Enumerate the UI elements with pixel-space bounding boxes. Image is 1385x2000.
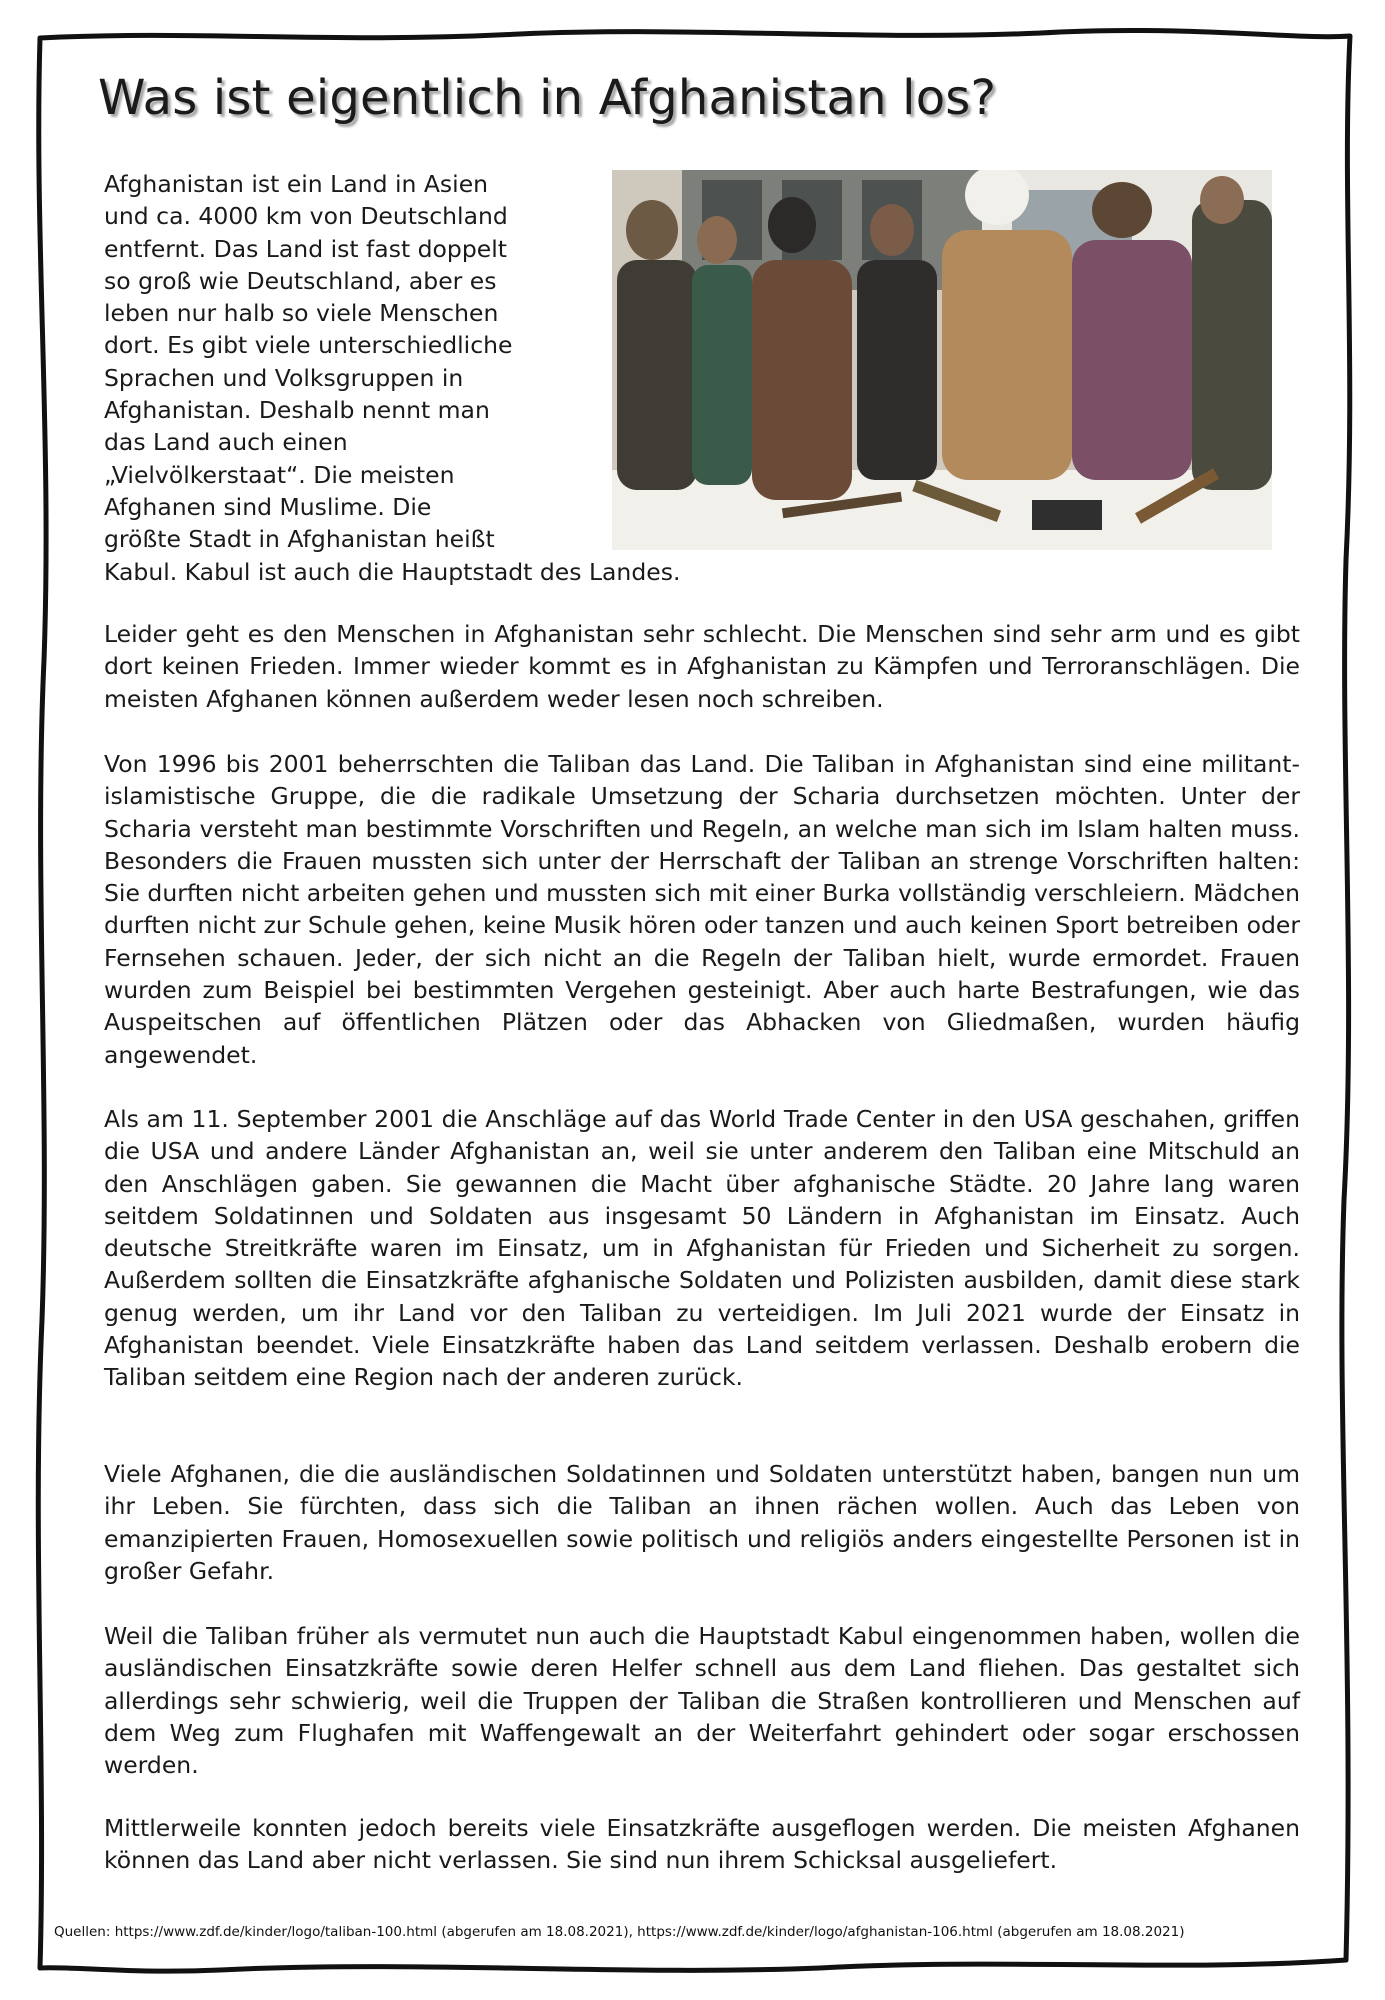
intro-line: Kabul. Kabul ist auch die Hauptstadt des Landes. xyxy=(104,557,681,586)
paragraph-outlook: Mittlerweile konnten jedoch bereits viele Einsatzkräfte ausgeflogen werden. Die meisten Afghanen können das Land aber nicht verlassen. Sie sind nun ihrem Schicksal ausgeliefert. xyxy=(104,1814,1300,1875)
intro-line: Afghanistan. Deshalb nennt man xyxy=(104,396,490,425)
intro-paragraph xyxy=(104,168,754,588)
intro-line: größte Stadt in Afghanistan heißt xyxy=(104,525,495,554)
paragraph-september-2001: Als am 11. September 2001 die Anschläge auf das World Trade Center in den USA geschahen, griffen die USA und andere Länder Afghanistan an, weil sie unter anderem den Taliban eine Mitschuld an den Anschlägen gaben. Sie gewannen die Macht über afghanische Städte. 20 Jahre lang waren seitdem Soldatinnen und Soldaten aus insgesamt 50 Ländern in Afghanistan im Einsatz. Auch deutsche Streitkräfte waren im Einsatz, um in Afghanistan für Frieden und Sicherheit zu sorgen. Außerdem sollten die Einsatzkräfte afghanische Soldaten und Polizisten ausbilden, damit diese stark genug werden, um ihr Land vor den Taliban zu verteidigen. Im Juli 2021 wurde der Einsatz in Afghanistan beendet. Viele Einsatzkräfte haben das Land seitdem verlassen. Deshalb erobern die Taliban seitdem eine Region nach der anderen zurück. xyxy=(104,1105,1300,1392)
intro-line: und ca. 4000 km von Deutschland xyxy=(104,202,508,231)
page-title: Was ist eigentlich in Afghanistan los? xyxy=(98,70,997,126)
intro-line: leben nur halb so viele Menschen xyxy=(104,299,499,328)
paragraph-taliban-rule: Von 1996 bis 2001 beherrschten die Taliban das Land. Die Taliban in Afghanistan sind eine militant-islamistische Gruppe, die die radikale Umsetzung der Scharia durchsetzen möchten. Unter der Scharia versteht man bestimmte Vorschriften und Regeln, an welche man sich im Islam halten muss. Besonders die Frauen mussten sich unter der Herrschaft der Taliban an strenge Vorschriften halten: Sie durften nicht arbeiten gehen und mussten sich mit einer Burka vollständig verschleiern. Mädchen durften nicht zur Schule gehen, keine Musik hören oder tanzen und auch keinen Sport betreiben oder Fernsehen schauen. Jeder, der sich nicht an die Regeln der Taliban hielt, wurde ermordet. Frauen wurden zum Beispiel bei bestimmten Vergehen gesteinigt. Aber auch harte Bestrafungen, wie das Auspeitschen auf öffentlichen Plätzen oder das Abhacken von Gliedmaßen, wurden häufig angewendet. xyxy=(104,750,1300,1069)
sources-footer: Quellen: https://www.zdf.de/kinder/logo/taliban-100.html (abgerufen am 18.08.2021), https://www.zdf.de/kinder/logo/afghanistan-106.html (abgerufen am 18.08.2021) xyxy=(54,1924,1185,1940)
paragraph-afghans-in-danger: Viele Afghanen, die die ausländischen Soldatinnen und Soldaten unterstützt haben, bangen nun um ihr Leben. Sie fürchten, dass sich die Taliban an ihnen rächen wollen. Auch das Leben von emanzipierten Frauen, Homosexuellen sowie politisch und religiös anders eingestellte Personen ist in großer Gefahr. xyxy=(104,1460,1300,1585)
paragraph-kabul-evacuation: Weil die Taliban früher als vermutet nun auch die Hauptstadt Kabul eingenommen haben, wollen die ausländischen Einsatzkräfte sowie deren Helfer schnell aus dem Land fliehen. Das gestaltet sich allerdings sehr schwierig, weil die Truppen der Taliban die Straßen kontrollieren und Menschen auf dem Weg zum Flughafen mit Waffengewalt an der Weiterfahrt gehindert oder sogar erschossen werden. xyxy=(104,1622,1300,1780)
intro-line: so groß wie Deutschland, aber es xyxy=(104,266,497,295)
intro-line: Afghanistan ist ein Land in Asien xyxy=(104,170,489,198)
intro-line: entfernt. Das Land ist fast doppelt xyxy=(104,234,507,263)
paragraph-situation: Leider geht es den Menschen in Afghanistan sehr schlecht. Die Menschen sind sehr arm und es gibt dort keinen Frieden. Immer wieder kommt es in Afghanistan zu Kämpfen und Terroranschlägen. Die meisten Afghanen können außerdem weder lesen noch schreiben. xyxy=(104,620,1300,713)
intro-line: „Vielvölkerstaat“. Die meisten xyxy=(104,460,455,489)
intro-line: Sprachen und Volksgruppen in xyxy=(104,363,464,392)
intro-line: das Land auch einen xyxy=(104,428,348,457)
intro-line: Afghanen sind Muslime. Die xyxy=(104,492,432,521)
intro-line: dort. Es gibt viele unterschiedliche xyxy=(104,331,513,360)
